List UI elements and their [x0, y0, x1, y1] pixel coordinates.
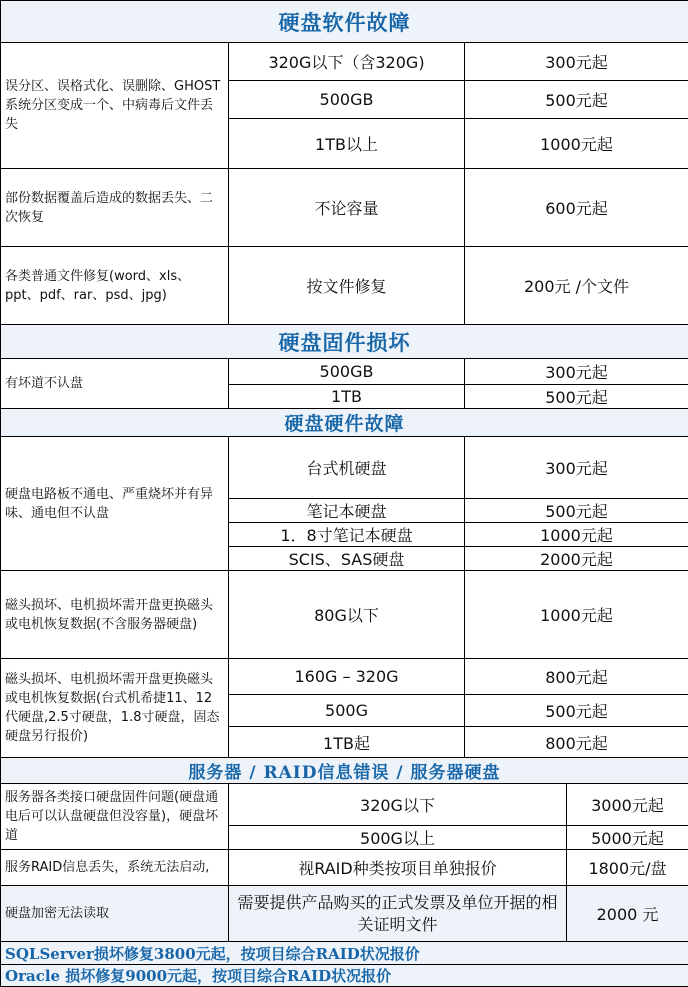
capacity-cell: 320G以下: [229, 784, 567, 826]
price-cell: 500元起: [465, 499, 688, 523]
fault-description: 有坏道不认盘: [1, 359, 229, 409]
fault-description: 部份数据覆盖后造成的数据丢失、二次恢复: [1, 169, 229, 247]
price-cell: 1000元起: [465, 119, 688, 169]
footer-note-oracle: Oracle 损坏修复9000元起，按项目综合RAID状况报价: [1, 965, 688, 987]
fault-description: 服务器各类接口硬盘固件问题(硬盘通电后可以认盘硬盘但没容量)，硬盘坏道: [1, 784, 229, 850]
capacity-cell: 500GB: [229, 359, 465, 385]
capacity-cell: 500G以上: [229, 826, 567, 850]
capacity-cell: 1TB以上: [229, 119, 465, 169]
price-cell: 5000元起: [567, 826, 688, 850]
price-cell: 300元起: [465, 437, 688, 499]
price-cell: 500元起: [465, 81, 688, 119]
price-cell: 2000元起: [465, 547, 688, 571]
capacity-cell: 160G – 320G: [229, 659, 465, 695]
price-cell: 300元起: [465, 43, 688, 81]
fault-description: 服务RAID信息丢失，系统无法启动,: [1, 850, 229, 886]
capacity-cell: 不论容量: [229, 169, 465, 247]
capacity-cell: 笔记本硬盘: [229, 499, 465, 523]
price-cell: 2000 元: [567, 886, 688, 942]
fault-description: 磁头损坏、电机损坏需开盘更换磁头或电机恢复数据(台式机希捷11、12代硬盘,2.5寸硬盘，1.8寸硬盘，固态硬盘另行报价): [1, 659, 229, 758]
fault-description: 磁头损坏、电机损坏需开盘更换磁头或电机恢复数据(不含服务器硬盘): [1, 571, 229, 659]
price-cell: 1800元/盘: [567, 850, 688, 886]
capacity-cell: 80G以下: [229, 571, 465, 659]
capacity-cell: 500G: [229, 695, 465, 727]
capacity-cell: 视RAID种类按项目单独报价: [229, 850, 567, 886]
capacity-cell: 按文件修复: [229, 247, 465, 325]
section-title-software: 硬盘软件故障: [1, 1, 688, 43]
price-cell: 1000元起: [465, 571, 688, 659]
section-title-firmware: 硬盘固件损坏: [1, 325, 688, 359]
capacity-cell: SCIS、SAS硬盘: [229, 547, 465, 571]
price-cell: 800元起: [465, 659, 688, 695]
fault-description: 各类普通文件修复(word、xls、ppt、pdf、rar、psd、jpg): [1, 247, 229, 325]
capacity-cell: 1TB起: [229, 727, 465, 758]
price-cell: 300元起: [465, 359, 688, 385]
price-cell: 1000元起: [465, 523, 688, 547]
price-cell: 3000元起: [567, 784, 688, 826]
section-title-hardware: 硬盘硬件故障: [1, 409, 688, 437]
requirement-cell: 需要提供产品购买的正式发票及单位开据的相关证明文件: [229, 886, 567, 942]
price-cell: 500元起: [465, 385, 688, 409]
capacity-cell: 台式机硬盘: [229, 437, 465, 499]
price-cell: 500元起: [465, 695, 688, 727]
footer-note-sqlserver: SQLServer损坏修复3800元起，按项目综合RAID状况报价: [1, 942, 688, 965]
section-title-server: 服务器 / RAID信息错误 / 服务器硬盘: [1, 758, 688, 784]
capacity-cell: 1．8寸笔记本硬盘: [229, 523, 465, 547]
fault-description: 误分区、误格式化、误删除、GHOST系统分区变成一个、中病毒后文件丢失: [1, 43, 229, 169]
capacity-cell: 1TB: [229, 385, 465, 409]
price-cell: 200元 /个文件: [465, 247, 688, 325]
fault-description: 硬盘加密无法读取: [1, 886, 229, 942]
price-cell: 600元起: [465, 169, 688, 247]
capacity-cell: 500GB: [229, 81, 465, 119]
fault-description: 硬盘电路板不通电、严重烧坏并有异味、通电但不认盘: [1, 437, 229, 571]
price-cell: 800元起: [465, 727, 688, 758]
capacity-cell: 320G以下（含320G): [229, 43, 465, 81]
